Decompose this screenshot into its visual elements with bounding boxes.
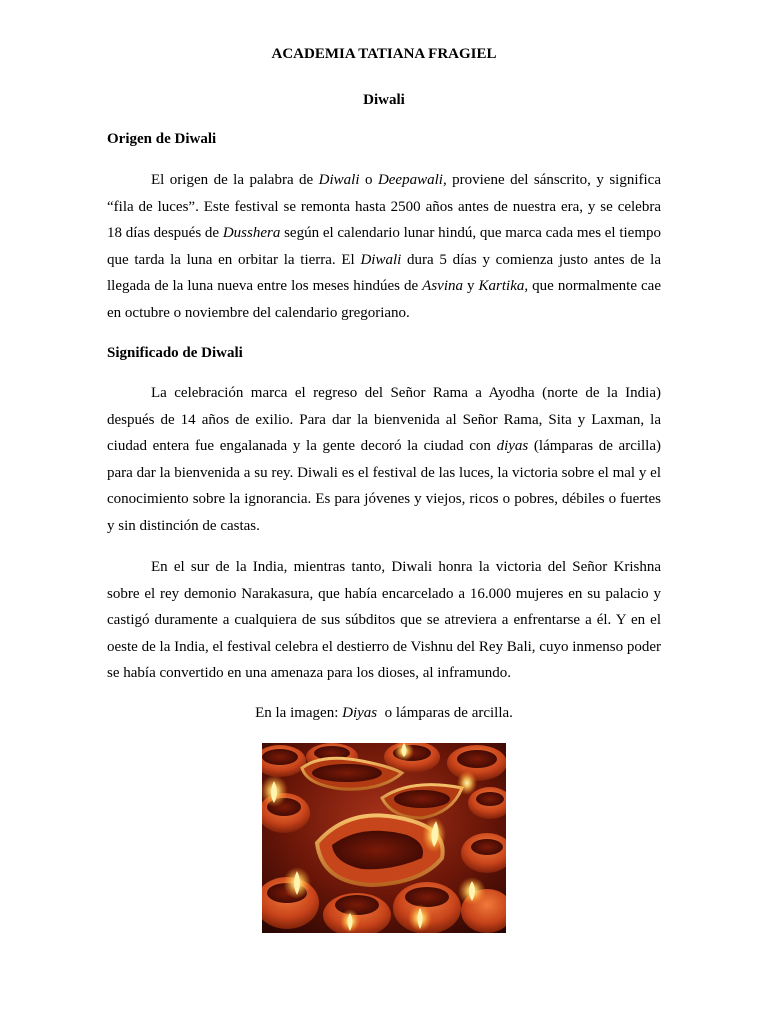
paragraph-significado-2: En el sur de la India, mientras tanto, Diwali honra la victoria del Señor Krishna sobre el rey demonio Narakasura, que había encarcelado a 16.000 mujeres en su palacio y castigó duramente a cualquiera de sus súbditos que se atreviera a enfrentarse a él. Y en el oeste de la India, el festival celebra el destierro de Vishnu del Rey Bali, cuyo inmenso poder se había convertido en una amenaza para los dioses, al inframundo. xyxy=(107,559,661,682)
section-heading-origen: Origen de Diwali xyxy=(107,131,217,147)
page-title: Diwali xyxy=(363,92,405,108)
institution-header: ACADEMIA TATIANA FRAGIEL xyxy=(271,46,497,62)
section-heading-significado: Significado de Diwali xyxy=(107,345,243,361)
image-caption: En la imagen: Diyas o lámparas de arcilla. xyxy=(255,705,513,721)
paragraph-significado-1: La celebración marca el regreso del Señor Rama a Ayodha (norte de la India) después de 14 años de exilio. Para dar la bienvenida al Señor Rama, Sita y Laxman, la ciudad entera fue engalanada y la gente decoró la ciudad con diyas (lámparas de arcilla) para dar la bienvenida a su rey. Diwali es el festival de las luces, la victoria sobre el mal y el conocimiento sobre la ignorancia. Es para jóvenes y viejos, ricos o pobres, débiles o fuertes y sin distinción de castas. xyxy=(107,385,662,534)
diya-lamps-image xyxy=(262,743,506,933)
paragraph-origen: El origen de la palabra de Diwali o Deepawali, proviene del sánscrito, y significa “fila de luces”. Este festival se remonta hasta 2500 años antes de nuestra era, y se celebra 18 días después de Dusshera según el calendario lunar hindú, que marca cada mes el tiempo que tarda la luna en orbitar la tierra. El Diwali dura 5 días y comienza justo antes de la llegada de la luna nueva entre los meses hindúes de Asvina y Kartika, que normalmente cae en octubre o noviembre del calendario gregoriano. xyxy=(107,172,662,321)
